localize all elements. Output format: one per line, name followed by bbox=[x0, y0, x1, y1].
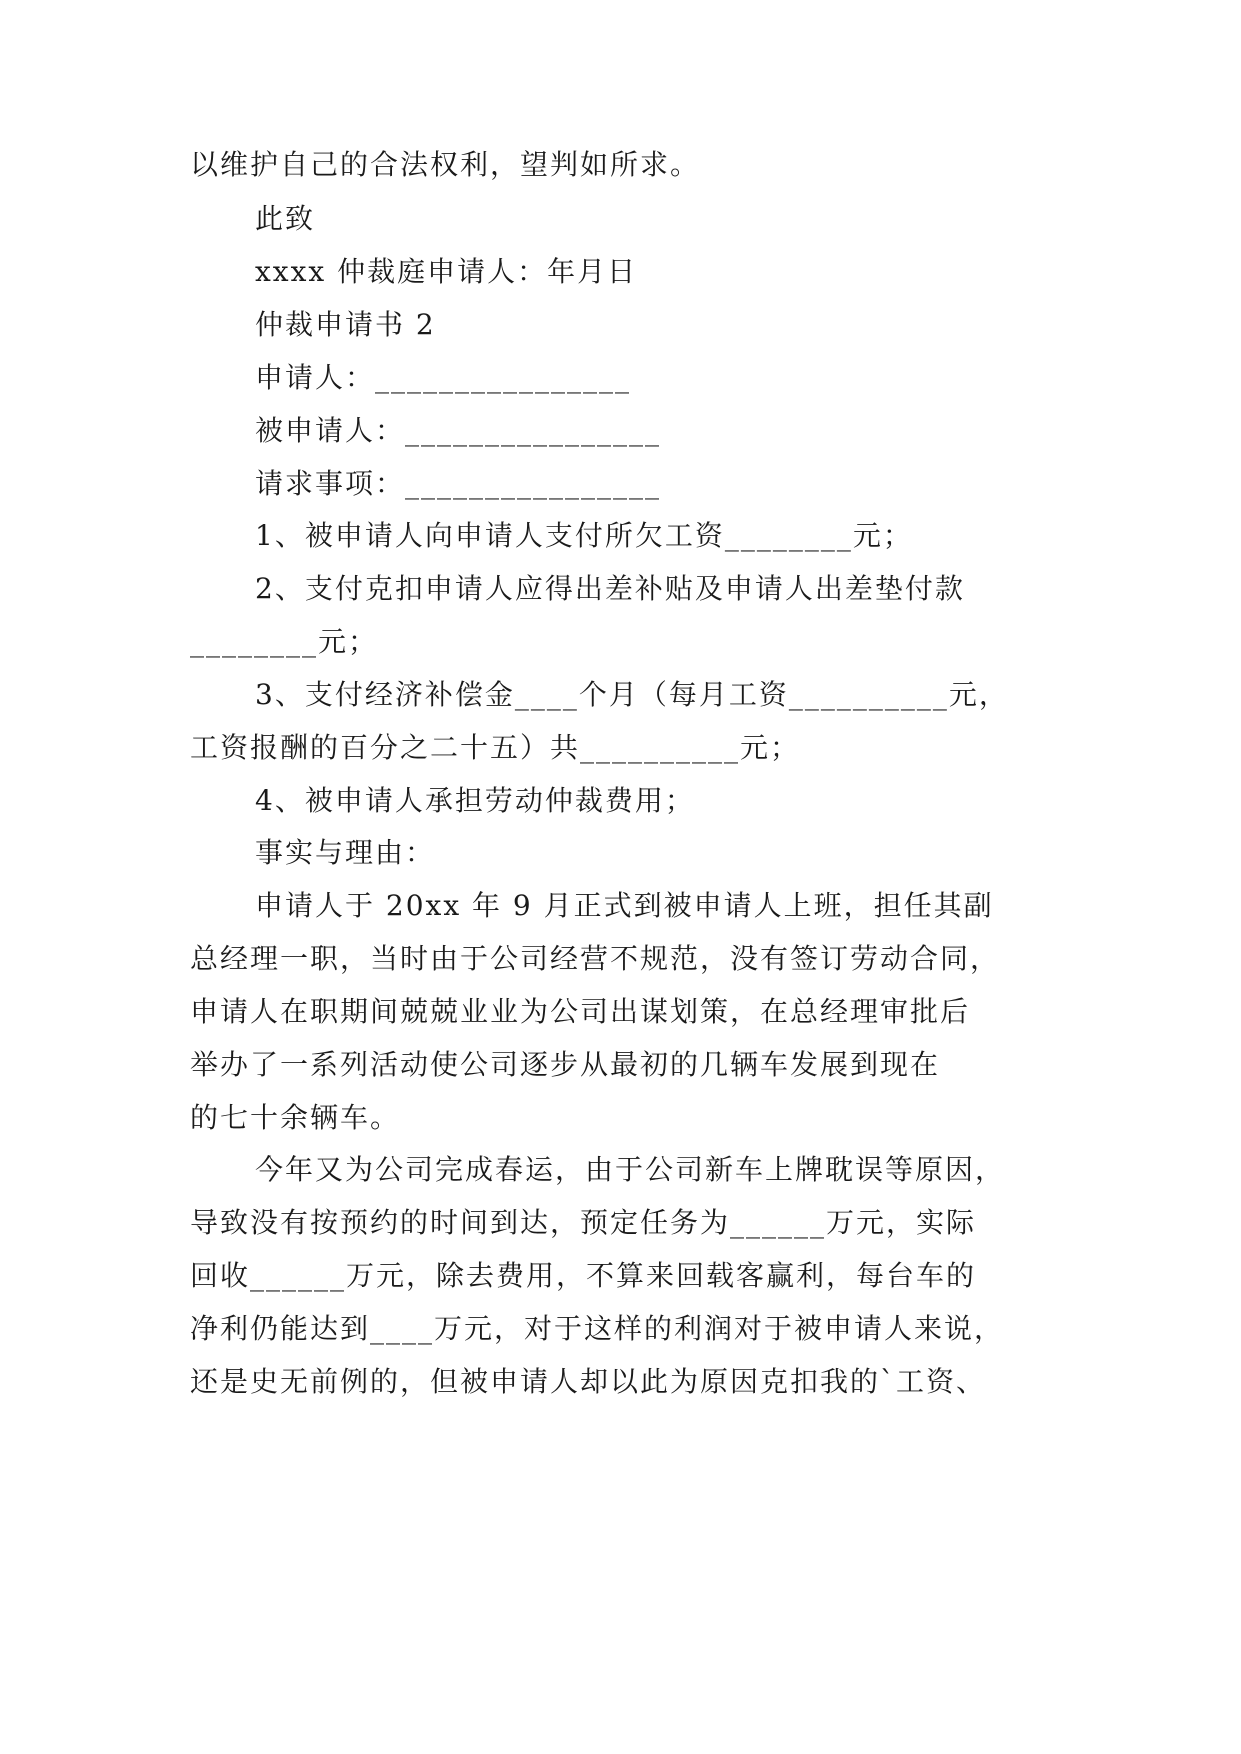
text-line: 1、被申请人向申请人支付所欠工资________元； bbox=[255, 519, 913, 552]
text-line: 的七十余辆车。 bbox=[190, 1101, 401, 1134]
text-line: 申请人在职期间兢兢业业为公司出谋划策，在总经理审批后 bbox=[190, 995, 971, 1028]
text-line: 4、被申请人承担劳动仲裁费用； bbox=[255, 784, 695, 817]
text-line: 还是史无前例的，但被申请人却以此为原因克扣我的`工资、 bbox=[190, 1365, 987, 1398]
text-line: ________元； bbox=[190, 625, 379, 658]
text-line: 申请人于 20xx 年 9 月正式到被申请人上班，担任其副 bbox=[255, 889, 994, 922]
text-line: 总经理一职，当时由于公司经营不规范，没有签订劳动合同， bbox=[190, 942, 1001, 975]
text-line: 请求事项：________________ bbox=[255, 467, 662, 500]
text-line: 举办了一系列活动使公司逐步从最初的几辆车发展到现在 bbox=[190, 1048, 941, 1081]
text-line: 此致 bbox=[255, 202, 316, 235]
text-line: 导致没有按预约的时间到达，预定任务为______万元，实际 bbox=[190, 1206, 977, 1239]
section-title: 仲裁申请书 2 bbox=[255, 308, 436, 341]
text-line: 2、支付克扣申请人应得出差补贴及申请人出差垫付款 bbox=[255, 572, 965, 605]
text-line: 净利仍能达到____万元，对于这样的利润对于被申请人来说， bbox=[190, 1312, 1005, 1345]
text-line: 被申请人：________________ bbox=[255, 414, 662, 447]
text-line: 3、支付经济补偿金____个月（每月工资__________元， bbox=[255, 678, 1009, 711]
text-line: 工资报酬的百分之二十五）共__________元； bbox=[190, 731, 801, 764]
text-line: 申请人：________________ bbox=[255, 361, 632, 394]
text-line: 以维护自己的合法权利，望判如所求。 bbox=[190, 148, 701, 181]
text-line: 事实与理由： bbox=[255, 836, 436, 869]
text-line: 今年又为公司完成春运，由于公司新车上牌耽误等原因， bbox=[255, 1153, 1006, 1186]
text-line: 回收______万元，除去费用，不算来回载客赢利，每台车的 bbox=[190, 1259, 977, 1292]
text-line: xxxx 仲裁庭申请人：年月日 bbox=[255, 255, 638, 288]
